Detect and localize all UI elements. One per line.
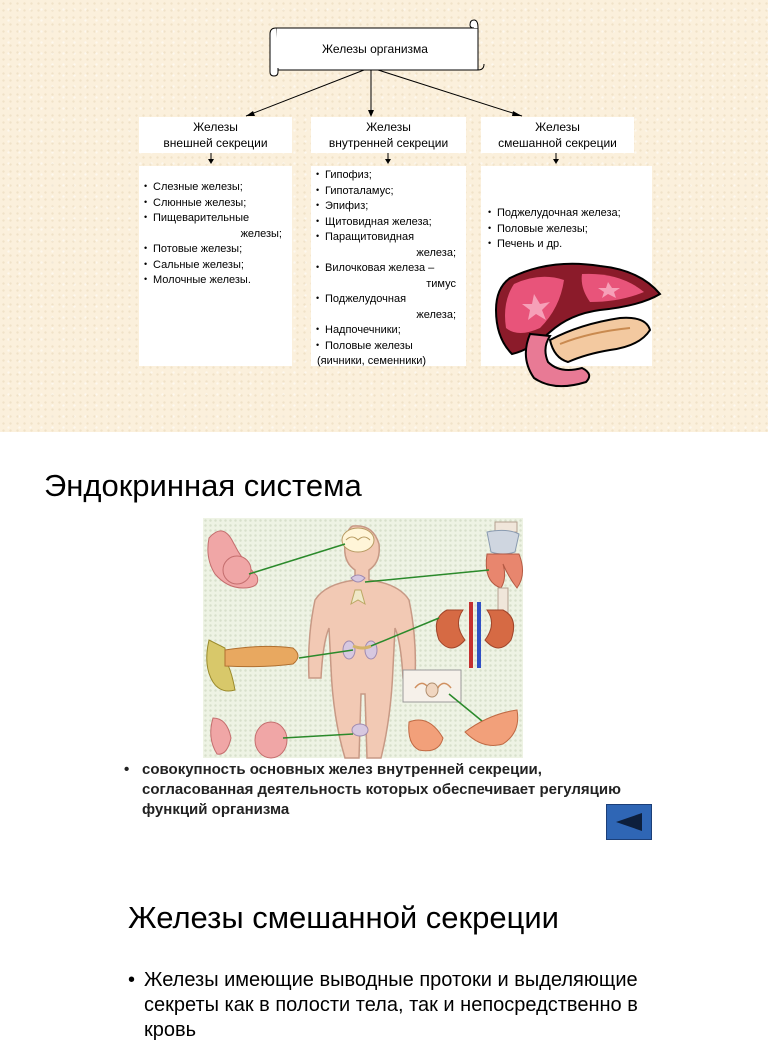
list-item: • Молочные железы. [143,273,288,289]
category-heading-line1: Железы [535,120,580,134]
bullet-marker: • [124,761,130,778]
category-heading-line2: внешней секреции [163,136,268,150]
list-item: • Паращитовидная железа; [315,230,462,261]
human-body-glands-icon [203,518,523,758]
list-item: • Потовые железы; [143,242,288,258]
category-heading-line1: Железы [366,120,411,134]
definition-bullet [128,968,648,1043]
root-title: Железы организма [322,42,428,56]
endocrine-system-slide [0,432,768,852]
endocrine-system-figure [203,518,523,758]
list-item: • Слюнные железы; [143,196,288,212]
triangle-left-icon [614,812,644,832]
slide-title: Железы смешанной секреции [128,900,559,935]
definition-text: совокупность основных желез внутренней секреции, согласованная деятельность которых обеспечивает регуляцию функций организма [142,761,621,818]
liver-pancreas-illustration-icon [490,258,666,398]
list-item: • Гипофиз; [315,168,462,184]
list-item: • Поджелудочная железа; [487,206,648,222]
list-item: • Эпифиз; [315,199,462,215]
internal-glands-list [311,166,466,366]
list-item: • Гипоталамус; [315,184,462,200]
category-external-heading [139,117,292,153]
list-item: • Печень и др. [487,237,648,253]
category-heading-line2: смешанной секреции [498,136,617,150]
list-item: • Вилочковая железа – тимус [315,261,462,292]
list-item: • Поджелудочная железа; [315,292,462,323]
category-mixed-heading [481,117,634,153]
category-heading-line2: внутренней секреции [328,136,449,150]
glands-classification-slide [0,0,768,432]
list-item: • Сальные железы; [143,258,288,274]
external-glands-list [139,166,292,366]
slide-title: Эндокринная система [44,468,362,503]
list-item: • Пищеварительные железы; [143,211,288,242]
category-internal-heading [311,117,466,153]
list-item: • Щитовидная железа; [315,215,462,231]
category-heading-line1: Железы [193,120,238,134]
list-item: • Надпочечники; [315,323,462,339]
mixed-secretion-slide [0,852,768,1041]
bullet-marker: • [128,969,136,991]
list-item: • Слезные железы; [143,180,288,196]
list-item: • Половые железы (яичники, семенники) [315,339,462,370]
definition-text: Железы имеющие выводные протоки и выделяющие секреты как в полости тела, так и непосредственно в кровь [144,969,638,1041]
definition-bullet [124,760,628,820]
back-button[interactable] [606,804,652,840]
list-item: • Половые железы; [487,222,648,238]
